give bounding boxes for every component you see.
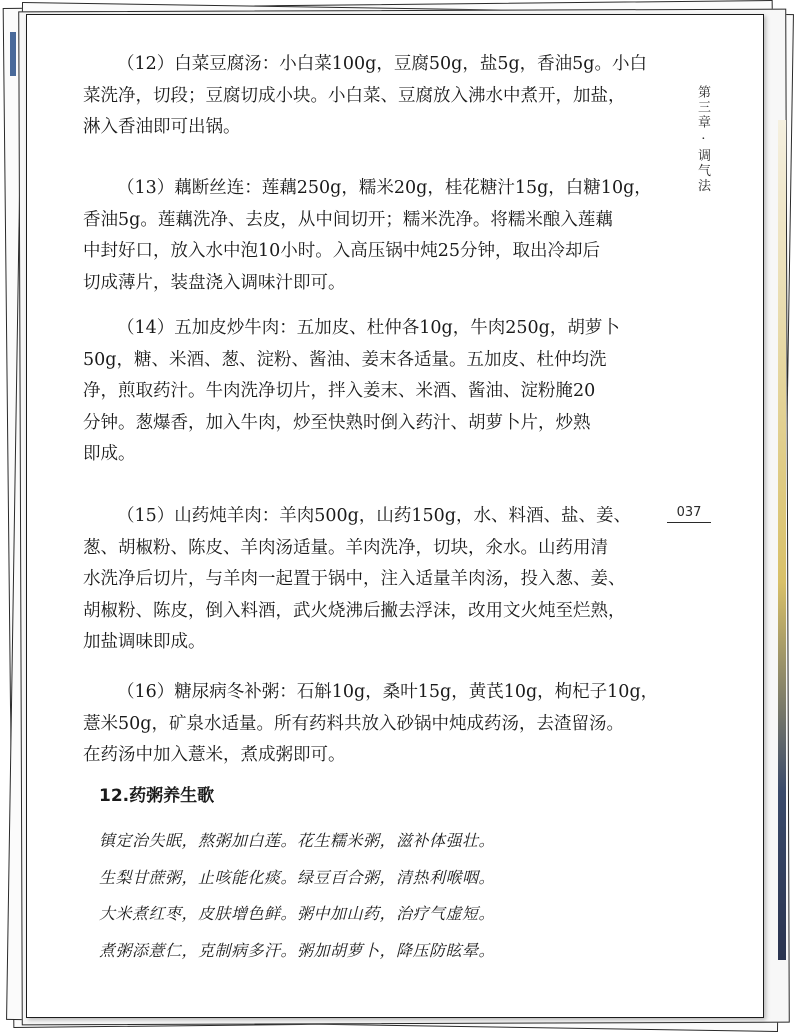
text-line: （16）糖尿病冬补粥：石斛10g，桑叶15g，黄芪10g，枸杞子10g， [117,682,659,702]
text-line: 香油5g。莲藕洗净、去皮，从中间切开；糯米洗净。将糯米酿入莲藕 [83,209,613,230]
text-line: （15）山药炖羊肉：羊肉500g，山药150g，水、料酒、盐、姜、 [117,506,631,526]
text-line: 切成薄片，装盘浇入调味汁即可。 [83,272,346,293]
text-line: 胡椒粉、陈皮，倒入料酒，武火烧沸后撇去浮沫，改用文火炖至烂熟， [83,600,626,621]
chapter-label: 第三章 · 调气法 [695,85,710,194]
recipe-12 [83,49,683,144]
text-line: 净，煎取药汁。牛肉洗净切片，拌入姜末、米酒、酱油、淀粉腌20 [83,381,596,401]
book-side-edge [778,120,786,960]
book-page [26,14,764,1018]
text-line: （14）五加皮炒牛肉：五加皮、杜仲各10g，牛肉250g，胡萝卜 [117,318,620,338]
text-line: 水洗净后切片，与羊肉一起置于锅中，注入适量羊肉汤，投入葱、姜、 [83,569,626,589]
text-line: 淋入香油即可出锅。 [83,117,241,137]
recipe-13 [83,173,683,299]
poem-line: 镇定治失眠，熬粥加白莲。花生糯米粥，滋补体强壮。 [99,831,496,850]
text-line: （13）藕断丝连：莲藕250g，糯米20g，桂花糖汁15g，白糖10g， [117,178,652,198]
poem-line: 大米煮红枣，皮肤增色鲜。粥中加山药，治疗气虚短。 [99,904,496,923]
recipe-15 [83,501,683,659]
poem-line: 生梨甘蔗粥，止咳能化痰。绿豆百合粥，清热利喉咽。 [99,867,496,887]
text-line: 葱、胡椒粉、陈皮、羊肉汤适量。羊肉洗净，切块，氽水。山药用清 [83,537,608,558]
text-line: 在药汤中加入薏米，煮成粥即可。 [83,745,346,765]
text-line: 即成。 [83,444,136,464]
text-line: 中封好口，放入水中泡10小时。入高压锅中炖25分钟，取出冷却后 [83,241,601,261]
poem-line: 煮粥添薏仁，克制病多汗。粥加胡萝卜，降压防眩晕。 [99,940,496,960]
text-line: 50g，糖、米酒、葱、淀粉、酱油、姜末各适量。五加皮、杜仲均洗 [83,349,607,370]
recipe-16 [83,677,683,772]
page-number: 037 [667,505,711,523]
text-line: 加盐调味即成。 [83,632,206,652]
text-line: （12）白菜豆腐汤：小白菜100g，豆腐50g，盐5g，香油5g。小白 [117,54,648,74]
recipe-14 [83,313,683,471]
text-line: 薏米50g，矿泉水适量。所有药料共放入砂锅中炖成药汤，去渣留汤。 [83,713,624,734]
text-line: 菜洗净，切段；豆腐切成小块。小白菜、豆腐放入沸水中煮开，加盐， [83,85,626,106]
section-heading: 12.药粥养生歌 [99,786,215,806]
poem [99,823,495,969]
text-line: 分钟。葱爆香，加入牛肉，炒至快熟时倒入药汁、胡萝卜片，炒熟 [83,412,591,433]
book-spine-edge [10,32,16,76]
